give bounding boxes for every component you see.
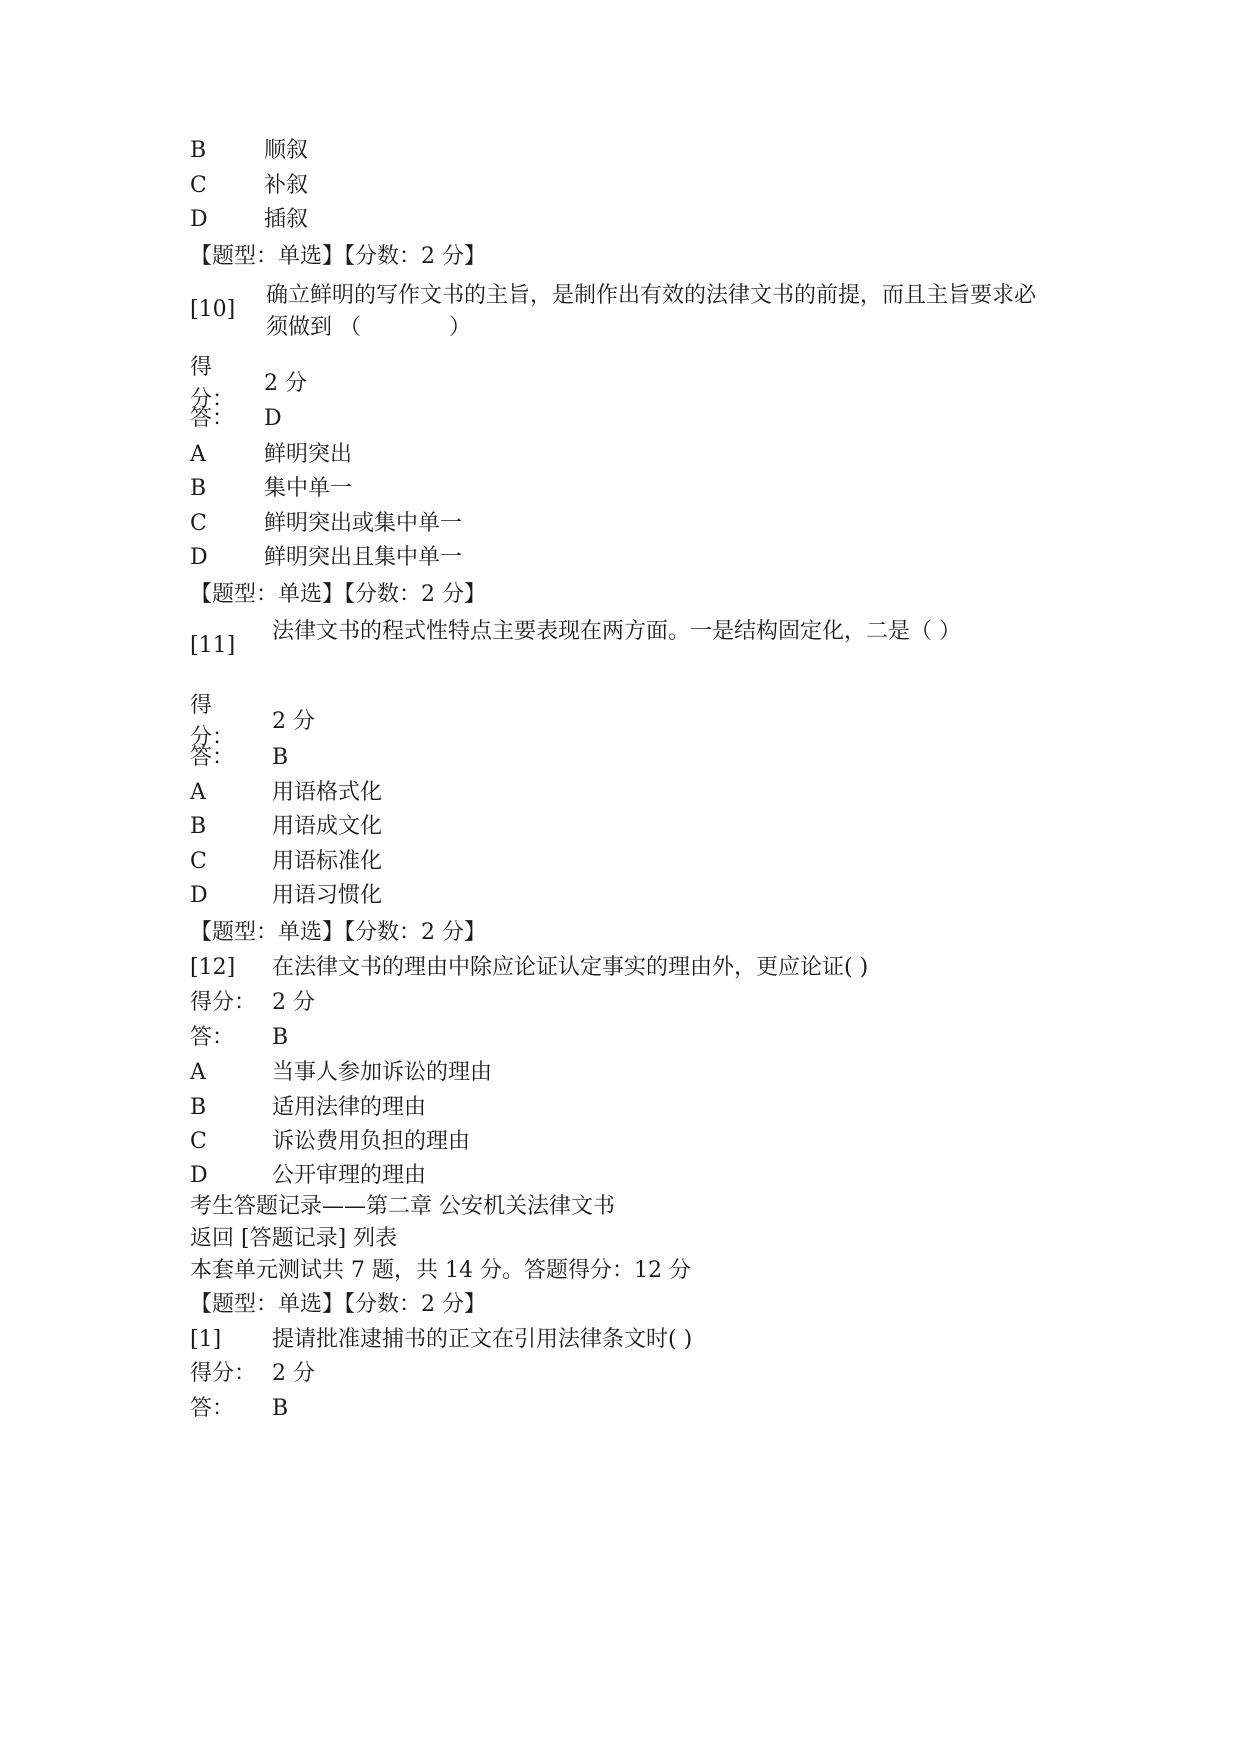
answer-label: 答： xyxy=(190,1396,235,1421)
option-row xyxy=(190,136,308,166)
option-row xyxy=(190,440,352,470)
answer-row xyxy=(190,1023,288,1053)
option-row xyxy=(190,509,462,539)
option-text: 补叙 xyxy=(264,173,309,198)
question-meta: 【题型：单选】【分数：2 分】 xyxy=(190,244,486,269)
option-text: 顺叙 xyxy=(264,138,309,163)
question-meta: 【题型：单选】【分数：2 分】 xyxy=(190,582,486,607)
score-label: 得分： xyxy=(190,1361,257,1386)
answer-row xyxy=(190,404,282,434)
option-key: B xyxy=(190,138,207,163)
option-text: 插叙 xyxy=(264,207,309,232)
option-row xyxy=(190,474,352,504)
score-value: 2 分 xyxy=(272,990,315,1015)
option-row xyxy=(190,1161,426,1191)
answer-label: 答： xyxy=(190,406,235,431)
question-text: 法律文书的程式性特点主要表现在两方面。一是结构固定化，二是（ ） xyxy=(272,619,961,644)
option-text: 用语习惯化 xyxy=(272,883,383,908)
option-text: 诉讼费用负担的理由 xyxy=(272,1129,471,1154)
question-number: [11] xyxy=(190,633,236,658)
answer-label: 答： xyxy=(190,745,235,770)
option-key: C xyxy=(190,173,207,198)
test-summary: 本套单元测试共 7 题，共 14 分。答题得分：12 分 xyxy=(190,1258,691,1283)
option-row xyxy=(190,847,382,877)
option-text: 适用法律的理由 xyxy=(272,1095,427,1120)
option-text: 鲜明突出且集中单一 xyxy=(264,545,463,570)
option-key: A xyxy=(190,442,206,467)
answer-row xyxy=(190,1394,288,1424)
option-text: 用语格式化 xyxy=(272,780,383,805)
score-label: 得分： xyxy=(190,693,235,750)
option-key: C xyxy=(190,1129,207,1154)
score-label: 得分： xyxy=(190,355,235,412)
option-row xyxy=(190,171,308,201)
question-number: [10] xyxy=(190,297,236,322)
option-text: 鲜明突出或集中单一 xyxy=(264,511,463,536)
answer-value: B xyxy=(272,1396,289,1421)
answer-value: D xyxy=(264,406,282,431)
option-row xyxy=(190,812,382,842)
answer-value: B xyxy=(272,1025,289,1050)
option-key: B xyxy=(190,476,207,501)
option-text: 集中单一 xyxy=(264,476,353,501)
option-key: B xyxy=(190,814,207,839)
option-text: 当事人参加诉讼的理由 xyxy=(272,1060,493,1085)
question-number: [1] xyxy=(190,1327,222,1352)
back-to-records-link[interactable]: 返回 [答题记录] 列表 xyxy=(190,1226,398,1251)
option-key: C xyxy=(190,511,207,536)
option-row xyxy=(190,881,382,911)
answer-value: B xyxy=(272,745,289,770)
option-row xyxy=(190,1058,492,1088)
question-11 xyxy=(190,616,1090,682)
question-12 xyxy=(190,953,868,983)
option-row xyxy=(190,205,308,235)
option-row xyxy=(190,1093,426,1123)
question-text: 确立鲜明的写作文书的主旨，是制作出有效的法律文书的前提，而且主旨要求必须做到 （ ） xyxy=(266,283,1037,340)
option-key: D xyxy=(190,883,208,908)
answer-label: 答： xyxy=(190,1025,235,1050)
question-text: 提请批准逮捕书的正文在引用法律条文时( ) xyxy=(272,1327,693,1352)
score-label: 得分： xyxy=(190,990,257,1015)
option-text: 鲜明突出 xyxy=(264,442,353,467)
option-row xyxy=(190,1127,470,1157)
score-row xyxy=(190,1359,315,1389)
option-key: A xyxy=(190,1060,206,1085)
option-row xyxy=(190,543,462,573)
answer-row xyxy=(190,743,288,773)
score-value: 2 分 xyxy=(264,371,307,396)
question-text: 在法律文书的理由中除应论证认定事实的理由外，更应论证( ) xyxy=(272,955,869,980)
score-value: 2 分 xyxy=(272,1361,315,1386)
option-text: 用语标准化 xyxy=(272,849,383,874)
question-10 xyxy=(190,280,1090,346)
option-key: A xyxy=(190,780,206,805)
option-row xyxy=(190,778,382,808)
option-text: 用语成文化 xyxy=(272,814,383,839)
score-value: 2 分 xyxy=(272,709,315,734)
question-meta: 【题型：单选】【分数：2 分】 xyxy=(190,1292,486,1317)
option-key: D xyxy=(190,545,208,570)
chapter-title: 考生答题记录——第二章 公安机关法律文书 xyxy=(190,1194,615,1219)
option-key: D xyxy=(190,207,208,232)
option-key: B xyxy=(190,1095,207,1120)
question-meta: 【题型：单选】【分数：2 分】 xyxy=(190,920,486,945)
option-key: D xyxy=(190,1163,208,1188)
score-row xyxy=(190,988,315,1018)
question-number: [12] xyxy=(190,955,236,980)
option-text: 公开审理的理由 xyxy=(272,1163,427,1188)
question-1 xyxy=(190,1325,692,1355)
option-key: C xyxy=(190,849,207,874)
